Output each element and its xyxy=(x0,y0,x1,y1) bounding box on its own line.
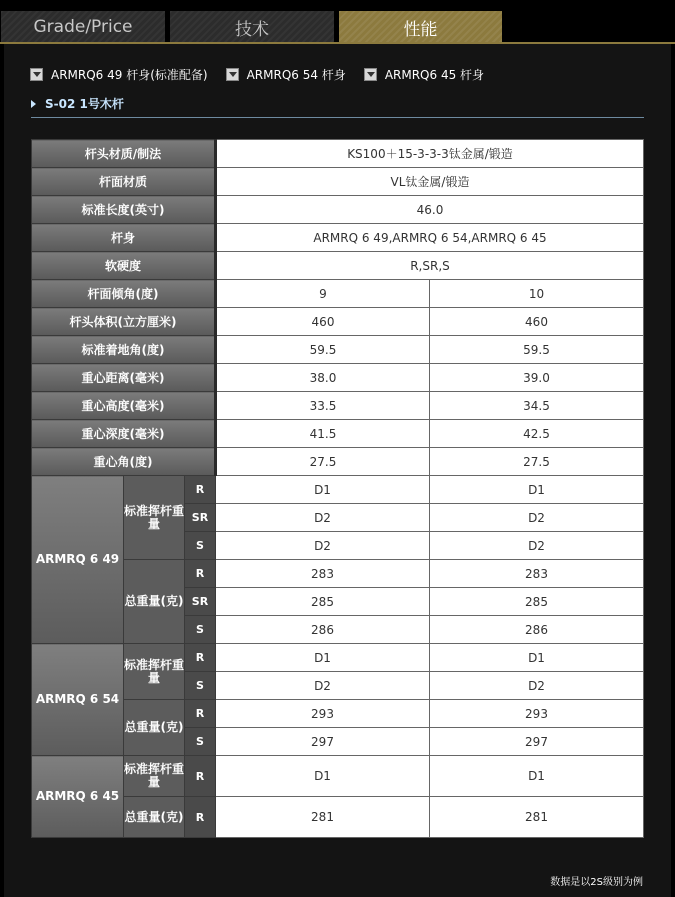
row-value: D1 xyxy=(430,476,644,504)
sub-label: 标准挥杆重量 xyxy=(124,476,185,560)
table-row xyxy=(32,336,644,364)
sub-label: 标准挥杆重量 xyxy=(124,756,185,797)
table-row xyxy=(32,797,644,838)
shaft-options xyxy=(30,65,502,83)
shaft-option-label: ARMRQ6 54 杆身 xyxy=(246,67,346,82)
row-value: D2 xyxy=(430,532,644,560)
row-label: 杆头体积(立方厘米) xyxy=(32,308,216,336)
flex-label: R xyxy=(185,700,216,728)
row-value: KS100＋15-3-3-3钛金属/锻造 xyxy=(216,140,644,168)
sub-label: 标准挥杆重量 xyxy=(124,644,185,700)
flex-label: S xyxy=(185,616,216,644)
table-row xyxy=(32,700,644,728)
table-row xyxy=(32,448,644,476)
row-value: D2 xyxy=(216,672,430,700)
flex-label: R xyxy=(185,644,216,672)
dropdown-checkbox-icon[interactable] xyxy=(226,68,239,81)
row-value: D1 xyxy=(216,476,430,504)
model-title-text: S-02 1号木杆 xyxy=(45,97,124,111)
tab-grade-price[interactable]: Grade/Price xyxy=(1,11,165,43)
flex-label: R xyxy=(185,797,216,838)
row-value: 286 xyxy=(430,616,644,644)
table-row xyxy=(32,392,644,420)
row-label: 杆面材质 xyxy=(32,168,216,196)
row-label: 软硬度 xyxy=(32,252,216,280)
table-row xyxy=(32,756,644,797)
footnote: 数据是以2S级别为例 xyxy=(550,877,643,888)
row-value: D1 xyxy=(216,756,430,797)
row-label: 标准着地角(度) xyxy=(32,336,216,364)
row-value: VL钛金属/锻造 xyxy=(216,168,644,196)
row-value: 293 xyxy=(430,700,644,728)
row-value: 39.0 xyxy=(430,364,644,392)
row-label: 重心高度(毫米) xyxy=(32,392,216,420)
row-label: 标准长度(英寸) xyxy=(32,196,216,224)
shaft-option-label: ARMRQ6 49 杆身(标准配备) xyxy=(51,67,208,82)
tab-performance[interactable]: 性能 xyxy=(339,11,502,43)
sub-label: 总重量(克) xyxy=(124,700,185,756)
row-value: 283 xyxy=(430,560,644,588)
sub-label: 总重量(克) xyxy=(124,560,185,644)
flex-label: S xyxy=(185,532,216,560)
caret-right-icon xyxy=(31,100,36,108)
table-row xyxy=(32,476,644,504)
shaft-option-49[interactable] xyxy=(30,66,208,83)
dropdown-checkbox-icon[interactable] xyxy=(364,68,377,81)
shaft-option-54[interactable] xyxy=(226,66,346,83)
row-value: 33.5 xyxy=(216,392,430,420)
flex-label: R xyxy=(185,476,216,504)
row-value: 285 xyxy=(216,588,430,616)
group-label: ARMRQ 6 45 xyxy=(32,756,124,838)
row-value: 286 xyxy=(216,616,430,644)
table-row xyxy=(32,644,644,672)
row-value: 297 xyxy=(216,728,430,756)
group-label: ARMRQ 6 54 xyxy=(32,644,124,756)
row-value: D1 xyxy=(216,644,430,672)
row-value: 281 xyxy=(216,797,430,838)
row-value: 460 xyxy=(430,308,644,336)
row-value: D2 xyxy=(216,504,430,532)
table-row xyxy=(32,140,644,168)
row-value: 59.5 xyxy=(216,336,430,364)
model-title[interactable] xyxy=(31,95,124,112)
row-value: D1 xyxy=(430,644,644,672)
tab-technology[interactable]: 技术 xyxy=(170,11,334,43)
flex-label: R xyxy=(185,756,216,797)
model-title-divider xyxy=(31,117,644,118)
sub-label: 总重量(克) xyxy=(124,797,185,838)
table-row xyxy=(32,252,644,280)
row-value: 38.0 xyxy=(216,364,430,392)
row-value: 27.5 xyxy=(430,448,644,476)
row-value: R,SR,S xyxy=(216,252,644,280)
table-row xyxy=(32,224,644,252)
row-label: 重心深度(毫米) xyxy=(32,420,216,448)
row-value: 281 xyxy=(430,797,644,838)
table-row xyxy=(32,168,644,196)
table-row xyxy=(32,308,644,336)
flex-label: SR xyxy=(185,588,216,616)
flex-label: S xyxy=(185,728,216,756)
dropdown-checkbox-icon[interactable] xyxy=(30,68,43,81)
row-value: 283 xyxy=(216,560,430,588)
table-row xyxy=(32,196,644,224)
row-value: 27.5 xyxy=(216,448,430,476)
row-value: 293 xyxy=(216,700,430,728)
row-value: 34.5 xyxy=(430,392,644,420)
table-row xyxy=(32,280,644,308)
row-label: 重心距离(毫米) xyxy=(32,364,216,392)
row-value: D2 xyxy=(430,504,644,532)
row-label: 杆面倾角(度) xyxy=(32,280,216,308)
row-value: 42.5 xyxy=(430,420,644,448)
row-value: 46.0 xyxy=(216,196,644,224)
spec-table xyxy=(31,139,644,838)
row-value: ARMRQ 6 49,ARMRQ 6 54,ARMRQ 6 45 xyxy=(216,224,644,252)
flex-label: R xyxy=(185,560,216,588)
tab-bar xyxy=(0,0,675,44)
row-label: 杆身 xyxy=(32,224,216,252)
table-row xyxy=(32,420,644,448)
table-row xyxy=(32,364,644,392)
row-label: 杆头材质/制法 xyxy=(32,140,216,168)
table-row xyxy=(32,560,644,588)
row-value: 10 xyxy=(430,280,644,308)
flex-label: SR xyxy=(185,504,216,532)
row-value: 297 xyxy=(430,728,644,756)
row-value: 59.5 xyxy=(430,336,644,364)
shaft-option-label: ARMRQ6 45 杆身 xyxy=(384,67,485,82)
row-value: D2 xyxy=(430,672,644,700)
row-value: D1 xyxy=(430,756,644,797)
row-value: 460 xyxy=(216,308,430,336)
flex-label: S xyxy=(185,672,216,700)
row-label: 重心角(度) xyxy=(32,448,216,476)
row-value: 41.5 xyxy=(216,420,430,448)
row-value: 9 xyxy=(216,280,430,308)
row-value: 285 xyxy=(430,588,644,616)
group-label: ARMRQ 6 49 xyxy=(32,476,124,644)
shaft-option-45[interactable] xyxy=(364,66,484,83)
row-value: D2 xyxy=(216,532,430,560)
